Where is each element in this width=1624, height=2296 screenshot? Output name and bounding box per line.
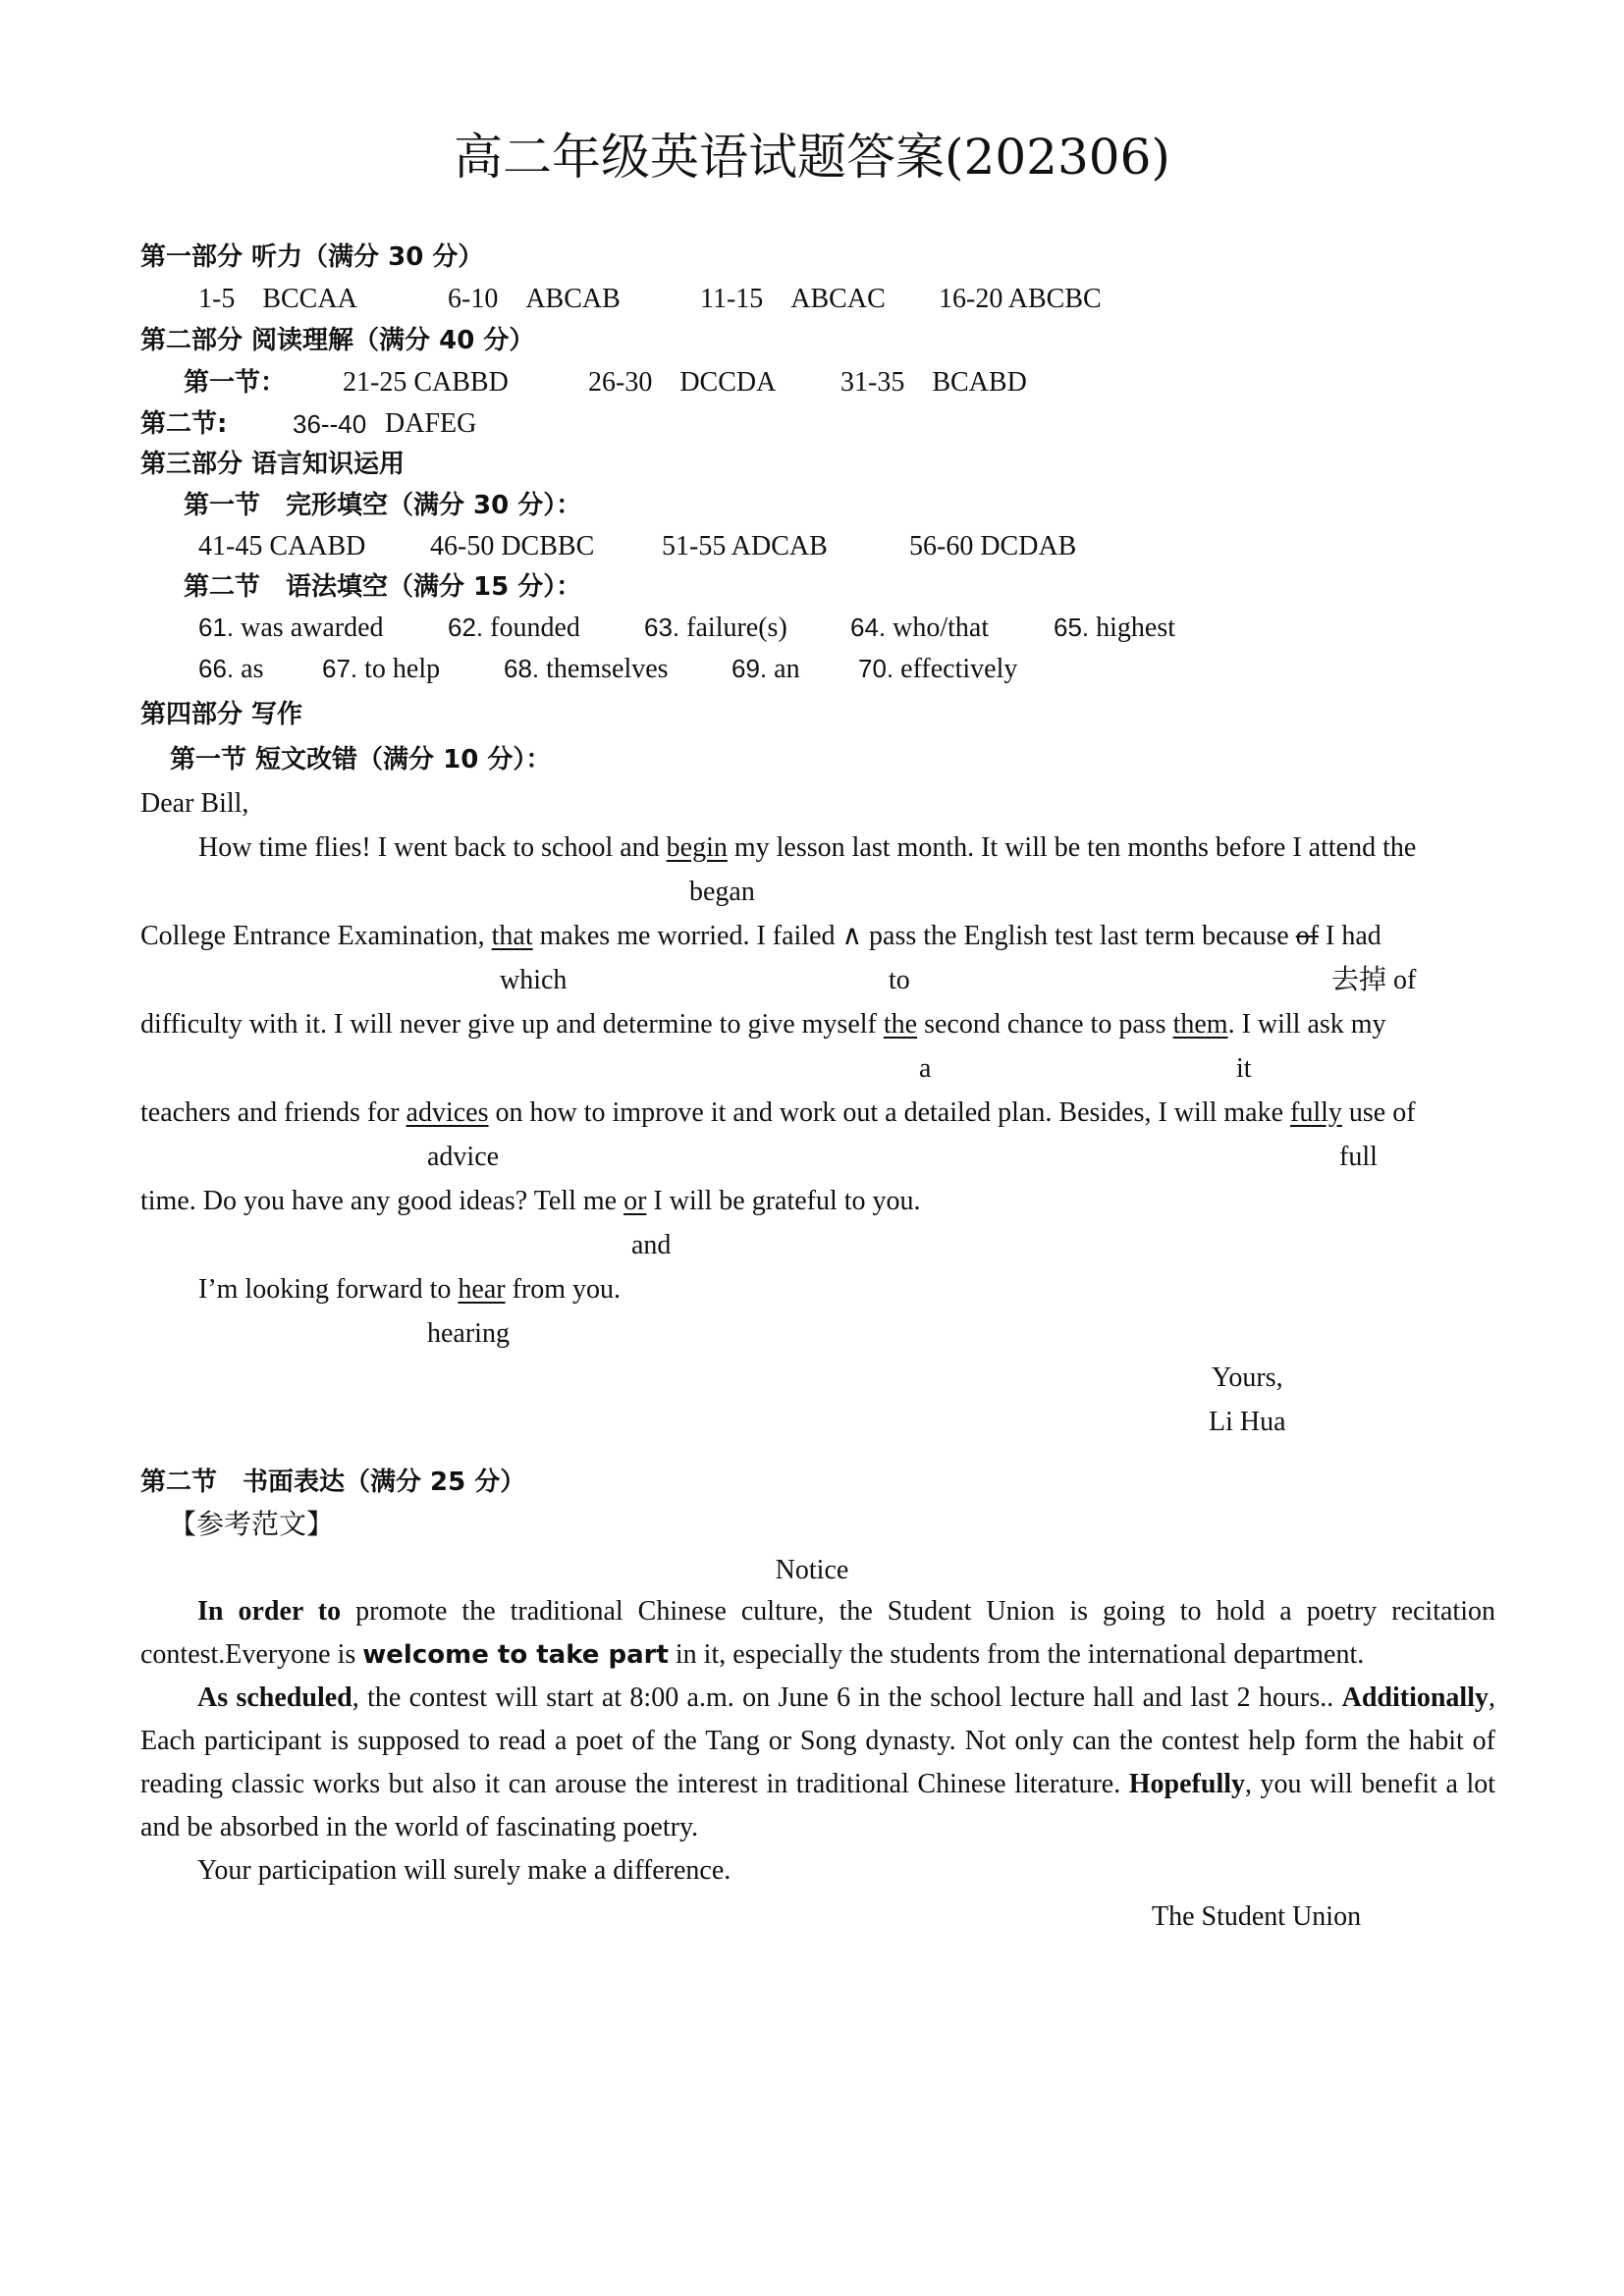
part3-cloze-answer-3: 51-55 ADCAB xyxy=(662,531,828,561)
grammar-item: 61. was awarded xyxy=(198,613,384,643)
deleted-word: of xyxy=(1295,921,1320,951)
grammar-item: 69. an xyxy=(731,654,800,684)
part2-section1-answer-1: 21-25 CABBD xyxy=(343,367,509,398)
sample-essay-label: 【参考范文】 xyxy=(169,1510,335,1540)
part1-answer-2: 6-10 ABCAB xyxy=(448,284,621,314)
part2-section1-answer-2: 26-30 DCCDA xyxy=(588,367,777,398)
letter-line: College Entrance Examination, that makes me worried. I failed ∧ pass the English test last term because of I had xyxy=(140,921,1381,951)
part2-section1-label: 第一节： xyxy=(184,368,287,398)
letter-line: I’m looking forward to hear from you. xyxy=(198,1274,622,1305)
part2-section2-answer: DAFEG xyxy=(385,408,477,439)
letter-line: How time flies! I went back to school and begin my lesson last month. It will be ten months before I attend the xyxy=(198,832,1417,863)
part4-section1-heading: 第一节 短文改错（满分 10 分）： xyxy=(170,745,552,774)
essay-title: Notice xyxy=(775,1555,849,1585)
error-word: that xyxy=(491,921,533,951)
correction: a xyxy=(919,1053,932,1084)
correction: began xyxy=(689,877,755,907)
correction: which xyxy=(500,965,568,995)
part1-answer-4: 16-20 ABCBC xyxy=(939,284,1102,314)
correction: and xyxy=(631,1230,672,1260)
essay-body xyxy=(140,1590,1495,1893)
letter-line: teachers and friends for advices on how to improve it and work out a detailed plan. Besides, I will make fully use of xyxy=(140,1097,1416,1128)
correction: advice xyxy=(427,1142,500,1172)
part3-section2-heading: 第二节 语法填空（满分 15 分）： xyxy=(184,572,582,602)
error-word: or xyxy=(623,1186,647,1216)
grammar-item: 68. themselves xyxy=(504,654,669,684)
correction: full xyxy=(1339,1142,1378,1172)
correction: hearing xyxy=(427,1318,510,1349)
part1-answer-3: 11-15 ABCAC xyxy=(700,284,886,314)
correction: to xyxy=(889,965,910,995)
letter-signature: Li Hua xyxy=(1209,1407,1286,1437)
error-word: begin xyxy=(666,832,728,863)
grammar-item: 65. highest xyxy=(1054,613,1176,643)
part4-heading: 第四部分 写作 xyxy=(140,700,303,729)
part3-cloze-answer-1: 41-45 CAABD xyxy=(198,531,366,561)
grammar-item: 67. to help xyxy=(322,654,441,684)
grammar-item: 70. effectively xyxy=(858,654,1018,684)
part2-section1-answer-3: 31-35 BCABD xyxy=(840,367,1027,398)
part3-cloze-answer-4: 56-60 DCDAB xyxy=(909,531,1077,561)
error-word: advices xyxy=(406,1097,489,1128)
essay-signature: The Student Union xyxy=(1152,1901,1362,1932)
essay-paragraph-1: In order to promote the traditional Chinese culture, the Student Union is going to hold a poetry recitation contest.Everyone is welcome to take part in it, especially the students from the international department. xyxy=(140,1596,1495,1670)
grammar-item: 64. who/that xyxy=(850,613,990,643)
grammar-item: 66. as xyxy=(198,654,264,684)
error-word: the xyxy=(883,1009,918,1040)
error-word: fully xyxy=(1290,1097,1342,1128)
part3-section1-heading: 第一节 完形填空（满分 30 分）： xyxy=(184,491,582,520)
letter-closing: Yours, xyxy=(1212,1362,1283,1393)
part3-heading: 第三部分 语言知识运用 xyxy=(140,450,406,479)
letter-line: difficulty with it. I will never give up and determine to give myself the second chance to pass them. I will ask my xyxy=(140,1009,1386,1040)
error-word: hear xyxy=(458,1274,506,1305)
error-word: them xyxy=(1172,1009,1228,1040)
part2-heading: 第二部分 阅读理解（满分 40 分） xyxy=(140,326,535,355)
grammar-item: 62. founded xyxy=(448,613,580,643)
essay-paragraph-2: As scheduled, the contest will start at 8:00 a.m. on June 6 in the school lecture hall and last 2 hours.. Additionally, Each participant is supposed to read a poet of the Tang or Song dynasty. Not only can the contest help form the habit of reading classic works but also it can arouse the interest in traditional Chinese literature. Hopefully, you will benefit a lot and be absorbed in the world of fascinating poetry. xyxy=(140,1682,1496,1842)
part1-answer-1: 1-5 BCCAA xyxy=(198,284,357,314)
letter-line: time. Do you have any good ideas? Tell me or I will be grateful to you. xyxy=(140,1186,921,1216)
part1-heading: 第一部分 听力（满分 30 分） xyxy=(140,242,484,272)
grammar-item: 63. failure(s) xyxy=(644,613,787,643)
insert-caret: ∧ xyxy=(841,921,863,951)
letter-greeting: Dear Bill, xyxy=(140,788,249,819)
part4-section2-heading: 第二节 书面表达（满分 25 分） xyxy=(140,1468,526,1497)
essay-paragraph-3: Your participation will surely make a difference. xyxy=(197,1855,731,1886)
correction: 去掉 of xyxy=(1331,965,1417,995)
correction: it xyxy=(1236,1053,1252,1084)
part2-section2-label: 第二节: xyxy=(140,409,228,439)
part2-section2-range: 36--40 xyxy=(293,409,367,439)
part3-cloze-answer-2: 46-50 DCBBC xyxy=(430,531,595,561)
page-title: 高二年级英语试题答案(202306) xyxy=(454,129,1170,186)
